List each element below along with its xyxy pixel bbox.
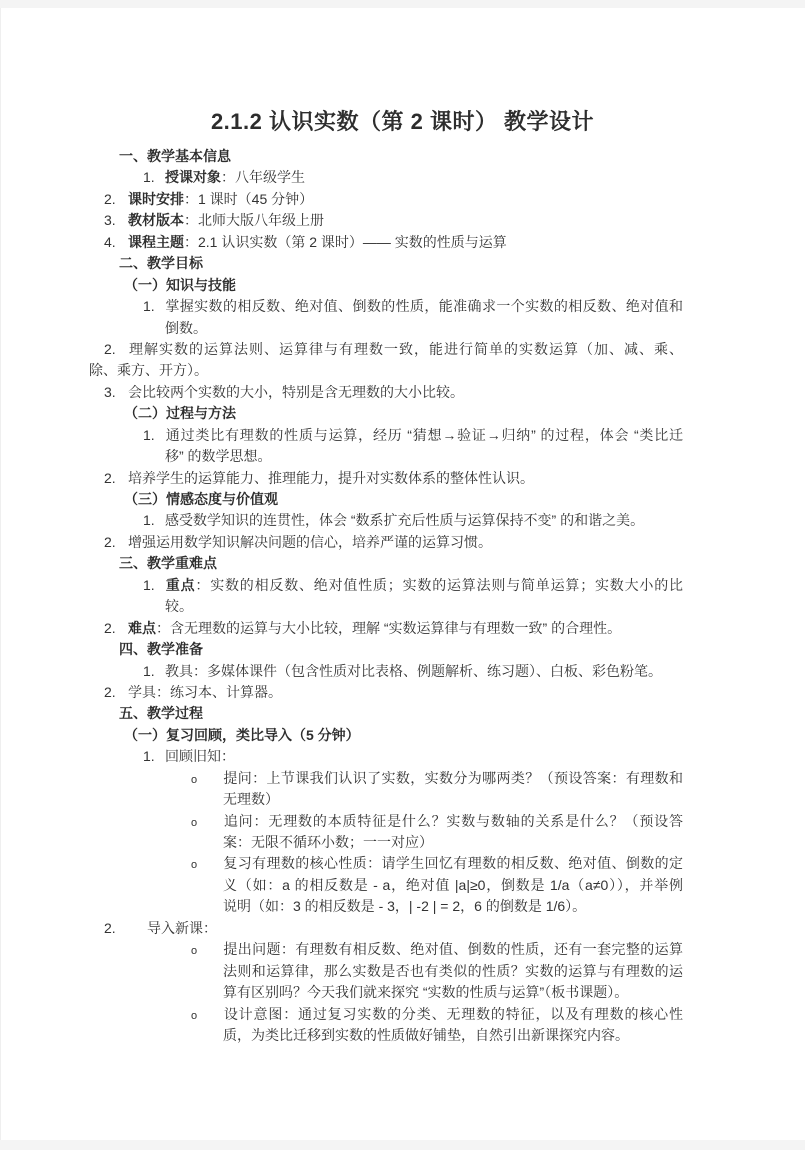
list-item <box>0 382 805 403</box>
list-number: 2. <box>104 340 116 357</box>
bold-label: 难点 <box>128 619 156 636</box>
line-text: 增强运用数学知识解决问题的信心，培养严谨的运算习惯。 <box>128 533 492 550</box>
line-text: 五、教学过程 <box>119 705 203 722</box>
line-text: 三、教学重难点 <box>119 555 217 572</box>
continuation-line <box>0 789 805 810</box>
bullet-item <box>0 811 805 832</box>
list-number: 2. <box>104 469 116 486</box>
bullet-icon: o <box>191 859 198 872</box>
line-text: 追问：无理数的本质特征是什么？实数与数轴的关系是什么？（预设答 <box>223 812 683 829</box>
list-item <box>0 918 805 939</box>
continuation-line <box>0 982 805 1003</box>
line-text: 无理数） <box>223 791 279 808</box>
section-heading <box>0 275 805 296</box>
section-heading <box>0 146 805 167</box>
line-text: ：2.1 认识实数（第 2 课时）—— 实数的性质与运算 <box>184 233 507 250</box>
line-text: 法则和运算律，那么实数是否也有类似的性质？实数的运算与有理数的运 <box>223 962 683 979</box>
section-heading <box>0 403 805 424</box>
bullet-icon: o <box>191 773 198 786</box>
line-text: 倒数。 <box>165 319 207 336</box>
line-text: ：含无理数的运算与大小比较，理解 “实数运算律与有理数一致” 的合理性。 <box>156 619 622 636</box>
list-number: 2. <box>104 190 116 207</box>
list-number: 2. <box>104 619 116 636</box>
list-item <box>0 575 805 596</box>
line-text: 说明（如：3 的相反数是 - 3，| -2 | = 2，6 的倒数是 1/6）。 <box>223 898 587 915</box>
line-text: （三）情感态度与价值观 <box>124 491 278 507</box>
list-item <box>0 339 805 360</box>
bold-label: 授课对象 <box>165 169 221 186</box>
section-heading <box>0 725 805 746</box>
line-text: 设计意图：通过复习实数的分类、无理数的特征，以及有理数的核心性 <box>223 1005 683 1022</box>
list-number: 2. <box>104 683 116 700</box>
continuation-line <box>0 961 805 982</box>
line-text: 理解实数的运算法则、运算律与有理数一致，能进行简单的实数运算（加、减、乘、 <box>128 340 683 357</box>
line-text: 算有区别吗？今天我们就来探究 “实数的性质与运算”（板书课题）。 <box>223 984 629 1001</box>
bold-label: 课程主题 <box>128 233 184 250</box>
line-text: 培养学生的运算能力、推理能力，提升对实数体系的整体性认识。 <box>128 469 534 486</box>
line-text: （一）复习回顾，类比导入（5 分钟） <box>124 726 360 743</box>
bold-label: 教材版本 <box>128 212 184 229</box>
document-title: 2.1.2 认识实数（第 2 课时） 教学设计 <box>210 109 595 134</box>
bullet-item <box>0 1004 805 1025</box>
list-item <box>0 210 805 231</box>
continuation-line <box>0 446 805 467</box>
continuation-line <box>0 875 805 896</box>
line-text: 通过类比有理数的性质与运算，经历 “猜想→验证→归纳” 的过程，体会 “类比迁 <box>165 426 683 443</box>
list-number: 1. <box>143 662 155 679</box>
list-number: 3. <box>104 383 116 400</box>
line-text: 义（如：a 的相反数是 - a，绝对值 |a|≥0，倒数是 1/a（a≠0）），并举例 <box>223 876 683 893</box>
section-heading <box>0 553 805 574</box>
continuation-line <box>0 360 805 381</box>
list-item <box>0 532 805 553</box>
list-number: 1. <box>143 298 155 315</box>
list-number: 2. <box>104 919 116 936</box>
continuation-line <box>0 318 805 339</box>
line-text: ：北师大版八年级上册 <box>184 212 324 229</box>
section-heading <box>0 703 805 724</box>
section-heading <box>0 639 805 660</box>
bullet-icon: o <box>191 816 198 829</box>
continuation-line <box>0 596 805 617</box>
list-number: 1. <box>143 512 155 529</box>
list-number: 3. <box>104 212 116 229</box>
list-item <box>0 232 805 253</box>
line-text: 教具：多媒体课件（包含性质对比表格、例题解析、练习题）、白板、彩色粉笔。 <box>165 662 662 679</box>
section-heading <box>0 253 805 274</box>
line-text: （一）知识与技能 <box>124 276 236 293</box>
list-number: 1. <box>143 169 155 186</box>
bullet-item <box>0 768 805 789</box>
line-text: 质，为类比迁移到实数的性质做好铺垫，自然引出新课探究内容。 <box>223 1026 629 1043</box>
line-text: 一、教学基本信息 <box>119 148 231 164</box>
line-text: 掌握实数的相反数、绝对值、倒数的性质，能准确求一个实数的相反数、绝对值和 <box>165 298 683 315</box>
list-item <box>0 468 805 489</box>
line-text: 四、教学准备 <box>119 641 203 658</box>
bullet-item <box>0 939 805 960</box>
document-page <box>0 8 805 1140</box>
line-text: 二、教学目标 <box>119 255 203 272</box>
bold-label: 重点 <box>165 576 196 593</box>
list-item <box>0 661 805 682</box>
bullet-item <box>0 853 805 874</box>
line-text: （二）过程与方法 <box>124 405 236 422</box>
list-item <box>0 618 805 639</box>
list-item <box>0 425 805 446</box>
continuation-line <box>0 1025 805 1046</box>
line-text: 提出问题：有理数有相反数、绝对值、倒数的性质，还有一套完整的运算 <box>223 941 683 958</box>
list-number: 1. <box>143 748 155 765</box>
line-text: ：八年级学生 <box>221 169 305 186</box>
list-item <box>0 746 805 767</box>
section-heading <box>0 489 805 510</box>
bullet-icon: o <box>191 1009 198 1022</box>
line-text: 导入新课： <box>147 919 217 936</box>
continuation-line <box>0 896 805 917</box>
list-number: 1. <box>143 576 155 593</box>
list-item <box>0 189 805 210</box>
list-number: 2. <box>104 533 116 550</box>
list-number: 4. <box>104 233 116 250</box>
list-item <box>0 510 805 531</box>
list-number: 1. <box>143 426 155 443</box>
line-text: ：1 课时（45 分钟） <box>184 190 314 207</box>
line-text: 学具：练习本、计算器。 <box>128 683 282 700</box>
document-body <box>0 146 805 1046</box>
line-text: 移” 的数学思想。 <box>165 448 272 465</box>
line-text: ：实数的相反数、绝对值性质；实数的运算法则与简单运算；实数大小的比 <box>195 576 684 593</box>
list-item <box>0 682 805 703</box>
list-item <box>0 296 805 317</box>
line-text: 提问：上节课我们认识了实数，实数分为哪两类？（预设答案：有理数和 <box>223 769 683 786</box>
continuation-line <box>0 832 805 853</box>
line-text: 案：无限不循环小数；一一对应） <box>223 834 433 850</box>
line-text: 除、乘方、开方）。 <box>89 362 208 379</box>
line-text: 复习有理数的核心性质：请学生回忆有理数的相反数、绝对值、倒数的定 <box>223 855 683 872</box>
line-text: 较。 <box>165 598 193 615</box>
line-text: 感受数学知识的连贯性，体会 “数系扩充后性质与运算保持不变” 的和谐之美。 <box>165 512 645 529</box>
bold-label: 课时安排 <box>128 190 184 207</box>
bullet-icon: o <box>191 945 198 958</box>
list-item <box>0 167 805 188</box>
line-text: 回顾旧知： <box>165 748 235 765</box>
line-text: 会比较两个实数的大小，特别是含无理数的大小比较。 <box>128 383 464 400</box>
